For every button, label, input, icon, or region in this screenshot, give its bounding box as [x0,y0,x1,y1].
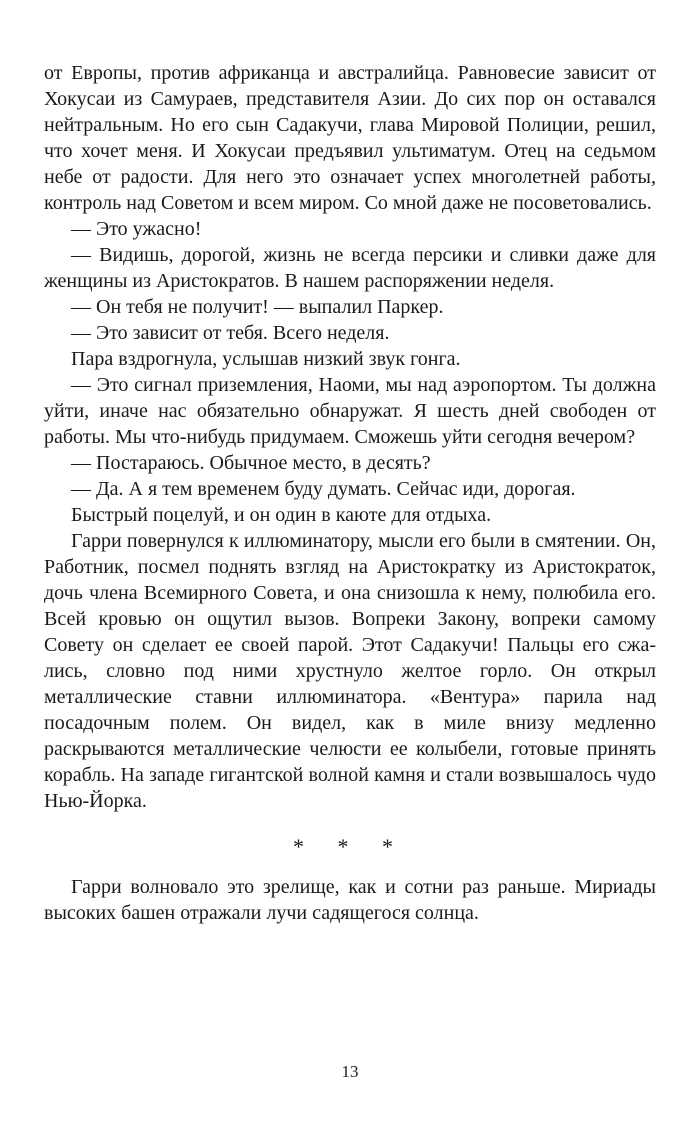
dialogue-line: — Постараюсь. Обычное место, в десять? [71,452,431,474]
paragraph: Гарри повернулся к иллюминатору, мысли его были в смятении. Он, Работник, посмел поднять взгляд на Аристократку из Аристократок, дочь члена Всемирного Совета, и она снизошла к нему, полюбила его. Всей кровью он ощутил вызов. Вопреки Закону, вопреки самому Совету он сделает ее своей парой. Этот Садакучи! Пальцы его сжались, словно под ними хрустнуло желтое горло. Он открыл металлические ставни иллюминатора. «Вентура» парила над посадочным полем. Он видел, как в миле внизу медленно раскрываются металлические челюсти ее колыбели, готовые принять корабль. На западе гигантской волной камня и стали возвышалось чудо Нью-Йорка. [44,530,656,812]
page-number: 13 [341,1062,359,1081]
dialogue-line: — Видишь, дорогой, жизнь не всегда персики и сливки даже для женщины из Аристократов. В нашем распоряжении неделя. [44,244,656,292]
book-page-text [44,60,656,926]
dialogue-line: — Это зависит от тебя. Всего неделя. [71,322,390,344]
paragraph: от Европы, против африканца и австралийца. Равновесие зависит от Хокусаи из Самураев, представителя Азии. До сих пор он оставался нейтральным. Но его сын Садакучи, глава Мировой Полиции, решил, что хочет меня. И Хокусаи предъявил ультиматум. Отец на седьмом небе от радости. Для него это означает успех многолетней работы, контроль над Советом и всем миром. Со мной даже не посоветовались. [44,62,656,214]
paragraph: Быстрый поцелуй, и он один в каюте для отдыха. [71,504,492,526]
section-separator: * * * [293,834,407,859]
dialogue-line: — Это сигнал приземления, Наоми, мы над аэропортом. Ты должна уйти, иначе нас обязательно обнаружат. Я шесть дней свободен от работы. Мы что-нибудь придумаем. Сможешь уйти сегодня вечером? [44,374,656,448]
dialogue-line: — Он тебя не получит! — выпалил Паркер. [71,296,444,318]
paragraph: Гарри волновало это зрелище, как и сотни раз раньше. Мириады высоких башен отражали лучи садящегося солнца. [44,876,656,924]
dialogue-line: — Да. А я тем временем буду думать. Сейчас иди, дорогая. [71,478,576,500]
dialogue-line: — Это ужасно! [71,218,202,240]
paragraph: Пара вздрогнула, услышав низкий звук гонга. [71,348,461,370]
